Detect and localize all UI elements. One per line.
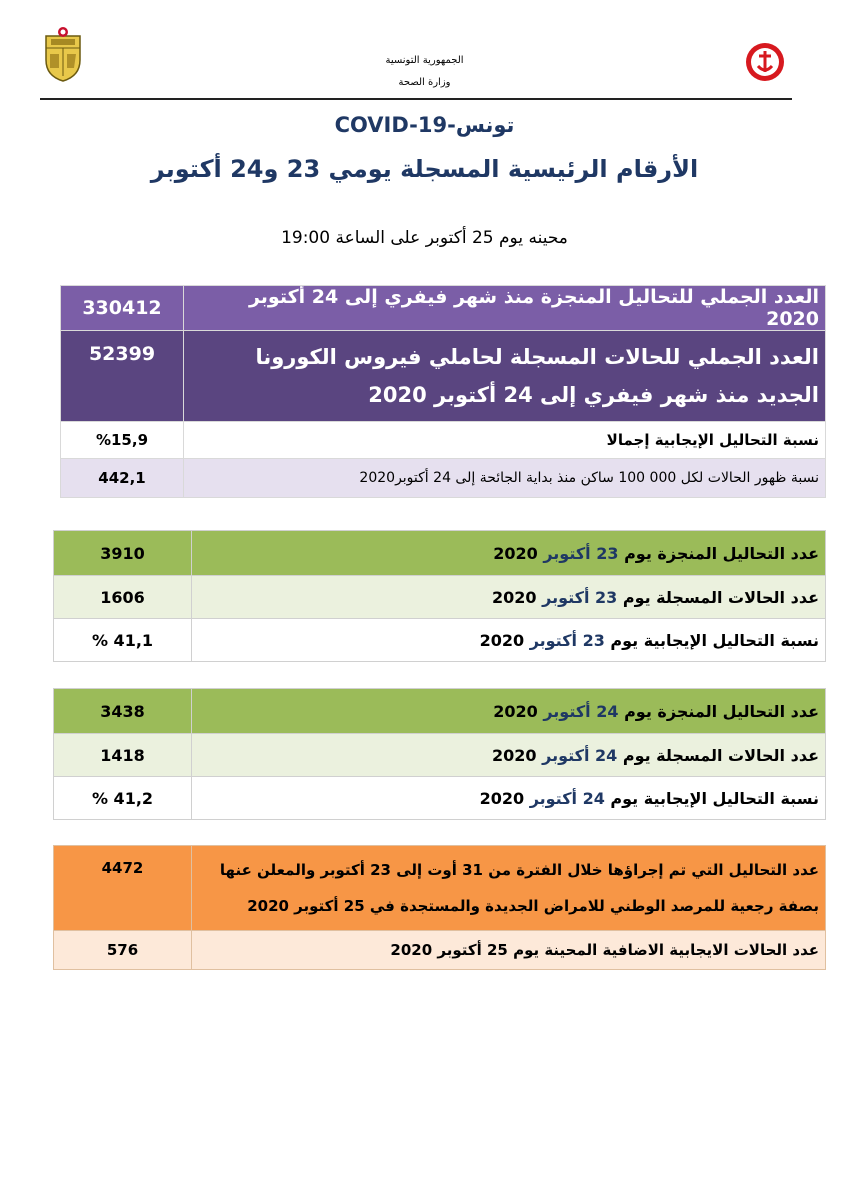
day23-positivity-label: نسبة التحاليل الإيجابية يوم 23 أكتوبر 2020	[192, 619, 826, 662]
day23-cases-label: عدد الحالات المسجلة يوم 23 أكتوبر 2020	[192, 576, 826, 619]
extra-cases-label: عدد الحالات الايجابية الاضافية المحينة يوم 25 أكتوبر 2020	[192, 931, 826, 970]
page-subtitle: الأرقام الرئيسية المسجلة يومي 23 و24 أكتوبر	[150, 155, 699, 183]
summary-table	[60, 285, 826, 498]
extra-cases-value: 576	[54, 931, 192, 970]
table-row	[61, 459, 826, 498]
incidence-value: 442,1	[61, 459, 184, 498]
republic-label: الجمهورية التونسية	[385, 55, 464, 66]
table-row	[54, 777, 826, 820]
table-row	[61, 422, 826, 459]
day23-table	[53, 530, 826, 662]
positivity-total-label: نسبة التحاليل الإيجابية إجمالا	[184, 422, 826, 459]
day24-cases-value: 1418	[54, 734, 192, 777]
day23-tests-label: عدد التحاليل المنجزة يوم 23 أكتوبر 2020	[192, 531, 826, 576]
total-tests-value: 330412	[61, 286, 184, 331]
ministry-label: وزارة الصحة	[398, 77, 451, 88]
coat-of-arms-icon	[40, 26, 86, 82]
update-time: محينه يوم 25 أكتوبر على الساعة 19:00	[281, 228, 568, 248]
retro-tests-value: 4472	[54, 846, 192, 931]
day23-cases-value: 1606	[54, 576, 192, 619]
table-row	[61, 331, 826, 422]
table-row	[54, 531, 826, 576]
table-row	[54, 846, 826, 931]
table-row	[54, 619, 826, 662]
day24-table	[53, 688, 826, 820]
total-cases-value: 52399	[61, 331, 184, 422]
positivity-total-value: %15,9	[61, 422, 184, 459]
day24-tests-value: 3438	[54, 689, 192, 734]
incidence-label: نسبة ظهور الحالات لكل 000 100 ساكن منذ بداية الجائحة إلى 24 أكتوبر2020	[184, 459, 826, 498]
day24-positivity-label: نسبة التحاليل الإيجابية يوم 24 أكتوبر 2020	[192, 777, 826, 820]
day23-tests-value: 3910	[54, 531, 192, 576]
day23-positivity-value: % 41,1	[54, 619, 192, 662]
day24-cases-label: عدد الحالات المسجلة يوم 24 أكتوبر 2020	[192, 734, 826, 777]
page-title: COVID-19-تونس	[334, 113, 515, 137]
day24-tests-label: عدد التحاليل المنجزة يوم 24 أكتوبر 2020	[192, 689, 826, 734]
header-divider	[40, 98, 792, 100]
table-row	[54, 931, 826, 970]
day24-positivity-value: % 41,2	[54, 777, 192, 820]
table-row	[61, 286, 826, 331]
retroactive-table	[53, 845, 826, 970]
retro-tests-label: عدد التحاليل التي تم إجراؤها خلال الفترة من 31 أوت إلى 23 أكتوبر والمعلن عنها بصفة رجعية للمرصد الوطني للامراض الجديدة والمستجدة في 25 أكتوبر 2020	[192, 846, 826, 931]
table-row	[54, 689, 826, 734]
table-row	[54, 576, 826, 619]
table-row	[54, 734, 826, 777]
total-cases-label: العدد الجملي للحالات المسجلة لحاملي فيروس الكورونا الجديد منذ شهر فيفري إلى 24 أكتوبر 2020	[184, 331, 826, 422]
total-tests-label: العدد الجملي للتحاليل المنجزة منذ شهر فيفري إلى 24 أكتوبر 2020	[184, 286, 826, 331]
